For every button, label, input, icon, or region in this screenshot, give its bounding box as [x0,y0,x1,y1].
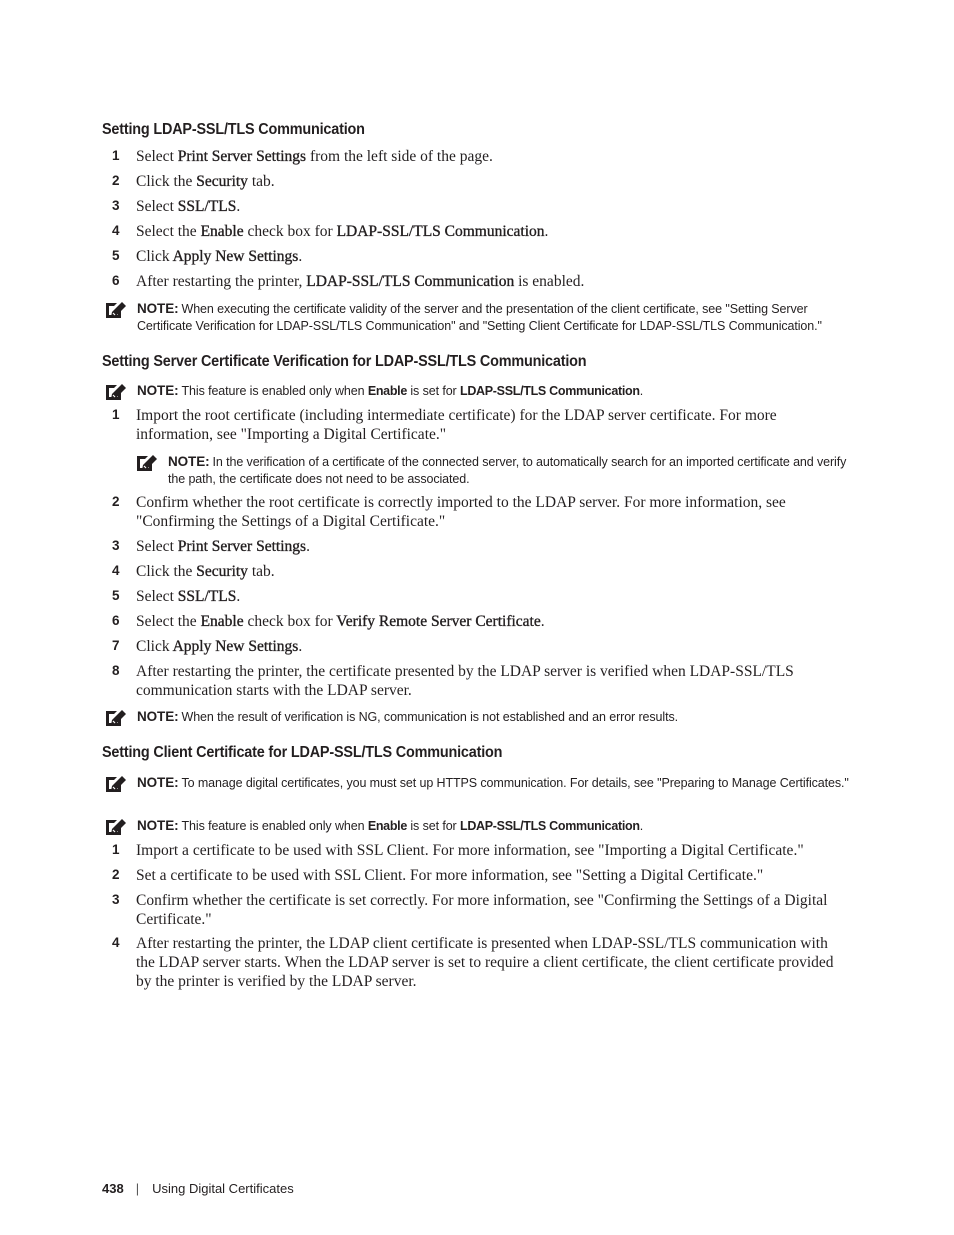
ui-term: Verify Remote Server Certificate [336,613,541,630]
step-number: 5 [112,588,120,603]
step-number: 1 [112,842,120,857]
step-text: Select the Enable check box for Verify Remote Server Certificate. [136,613,545,630]
ui-term: Enable [200,613,244,630]
step-number: 1 [112,407,120,422]
step-number: 2 [112,173,120,188]
step-text: Confirm whether the root certificate is correctly imported to the LDAP server. For more information, see "Confirming the Settings of a Digital Certificate." [136,494,786,530]
ui-term: Enable [200,223,244,240]
ui-term: Security [196,173,248,190]
page-number: 438 [102,1181,124,1196]
chapter-title: Using Digital Certificates [152,1181,294,1196]
ui-term: Apply New Settings [172,248,299,265]
step-text: Import the root certificate (including intermediate certificate) for the LDAP server certificate. For more information, see "Importing a Digital Certificate." [136,407,777,443]
ui-term: Print Server Settings [177,538,307,555]
step-number: 6 [112,613,120,628]
step-number: 3 [112,198,120,213]
note-pencil-icon [105,818,127,836]
step-number: 6 [112,273,120,288]
ui-term: LDAP-SSL/TLS Communication [336,223,545,240]
note-text: NOTE: This feature is enabled only when Enable is set for LDAP-SSL/TLS Communication. [137,383,644,398]
ui-term: SSL/TLS [177,198,237,215]
step-text: Click the Security tab. [136,173,275,190]
step-number: 2 [112,867,120,882]
step-text: Select Print Server Settings from the left side of the page. [136,148,493,165]
ui-term: Apply New Settings [172,638,299,655]
step-text: Select SSL/TLS. [136,198,241,215]
page-footer [102,1181,294,1196]
step-text: Click Apply New Settings. [136,638,303,655]
step-number: 8 [112,663,120,678]
step-text: Select Print Server Settings. [136,538,310,555]
step-number: 1 [112,148,120,163]
note-text: NOTE: In the verification of a certificate of the connected server, to automatically search for an imported certificate and verify the path, the certificate does not need to be associated. [168,454,847,486]
step-text: Set a certificate to be used with SSL Client. For more information, see "Setting a Digital Certificate." [136,867,764,884]
step-number: 4 [112,563,120,578]
step-number: 3 [112,538,120,553]
note-pencil-icon [105,383,127,401]
step-number: 3 [112,892,120,907]
step-number: 7 [112,638,120,653]
step-text: After restarting the printer, the LDAP client certificate is presented when LDAP-SSL/TLS communication with the LDAP server starts. When the LDAP server is set to require a client certificate, the client certificate provided by the printer is verified by the LDAP server. [136,935,834,990]
step-text: Import a certificate to be used with SSL Client. For more information, see "Importing a Digital Certificate." [136,842,804,859]
note-text: NOTE: This feature is enabled only when Enable is set for LDAP-SSL/TLS Communication. [137,818,644,833]
step-number: 4 [112,935,120,950]
ui-term: LDAP-SSL/TLS Communication [306,273,515,290]
footer-separator: | [135,1181,140,1196]
step-text: After restarting the printer, the certificate presented by the LDAP server is verified when LDAP-SSL/TLS communication starts with the LDAP server. [136,663,794,699]
note-text: NOTE: When executing the certificate validity of the server and the presentation of the client certificate, see "Setting Server Certificate Verification for LDAP-SSL/TLS Communication" and "Setting Client Certificate for LDAP-SSL/TLS Communication." [137,301,822,333]
ui-term: Print Server Settings [177,148,307,165]
ui-term: SSL/TLS [177,588,237,605]
step-number: 4 [112,223,120,238]
section-heading: Setting Server Certificate Verification for LDAP-SSL/TLS Communication [102,353,587,370]
note-text: NOTE: When the result of verification is NG, communication is not established and an error results. [137,709,678,724]
section-heading: Setting Client Certificate for LDAP-SSL/TLS Communication [102,744,503,761]
note-text: NOTE: To manage digital certificates, you must set up HTTPS communication. For details, see "Preparing to Manage Certificates." [137,775,849,790]
step-text: Click Apply New Settings. [136,248,303,265]
ui-term: Security [196,563,248,580]
note-pencil-icon [105,775,127,793]
step-text: Select SSL/TLS. [136,588,241,605]
note-pencil-icon [136,454,158,472]
step-text: Select the Enable check box for LDAP-SSL/TLS Communication. [136,223,549,240]
note-pencil-icon [105,709,127,727]
step-number: 5 [112,248,120,263]
section-heading: Setting LDAP-SSL/TLS Communication [102,121,365,138]
step-text: Click the Security tab. [136,563,275,580]
step-text: Confirm whether the certificate is set correctly. For more information, see "Confirming the Settings of a Digital Certificate." [136,892,828,928]
step-text: After restarting the printer, LDAP-SSL/TLS Communication is enabled. [136,273,585,290]
step-number: 2 [112,494,120,509]
note-pencil-icon [105,301,127,319]
